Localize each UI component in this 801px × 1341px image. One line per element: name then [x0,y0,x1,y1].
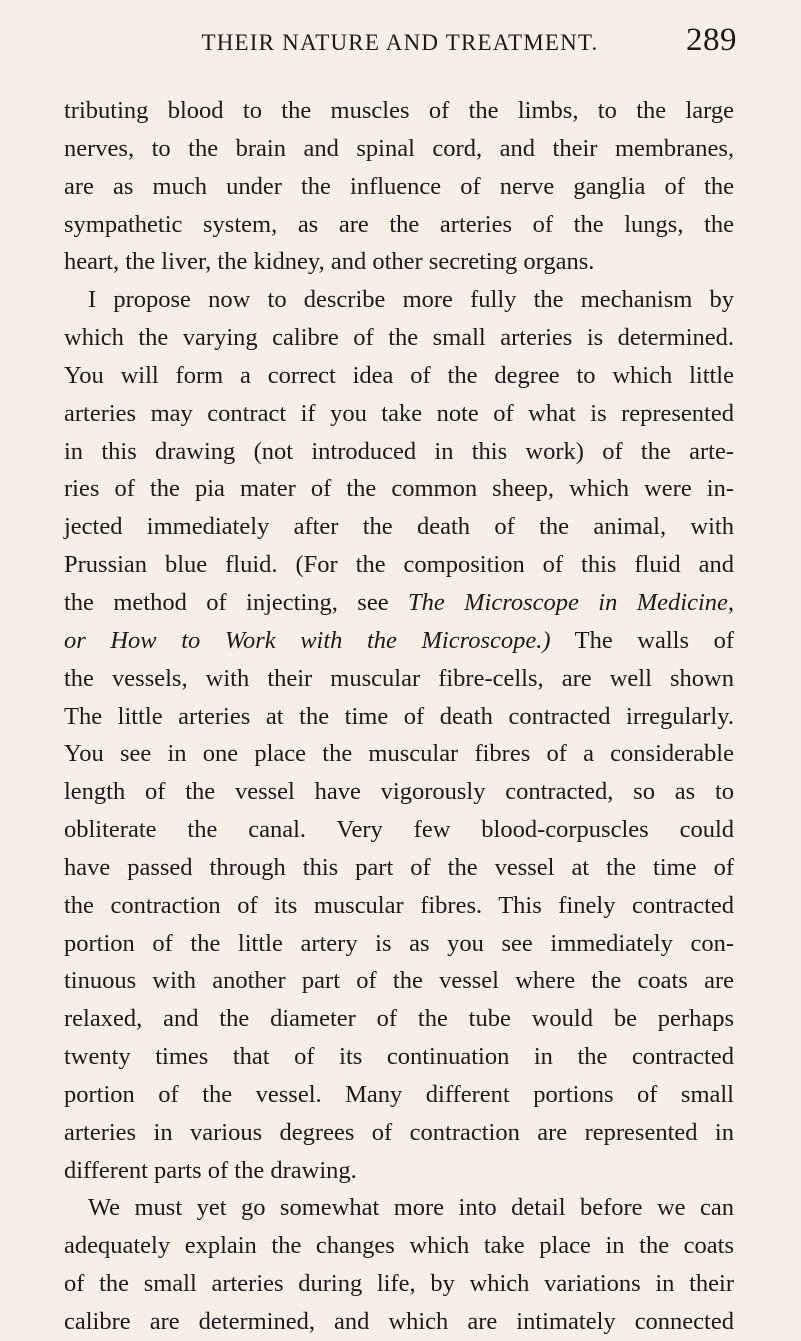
text-line: calibre are determined, and which are intimately connected [64,1308,734,1335]
running-header-title: THEIR NATURE AND TREATMENT. [201,30,599,55]
text-line: jected immediately after the death of the animal, with [64,513,734,541]
text-line: nerves, to the brain and spinal cord, and their membranes, [64,134,734,162]
text-line: tinuous with another part of the vessel where the coats are [64,967,734,995]
body-text [64,92,734,1341]
text-line: ries of the pia mater of the common sheep, which were in- [64,475,734,503]
text-line-with-citation [64,622,734,660]
text-line: sympathetic system, as are the arteries of the lungs, the [64,210,734,238]
text-line: You will form a correct idea of the degree to which little [64,361,734,389]
text-line: portion of the vessel. Many different portions of small [64,1080,734,1108]
text-line: adequately explain the changes which take place in the coats [64,1232,734,1260]
text-line: arteries in various degrees of contraction are represented in [64,1118,734,1146]
page-number: 289 [686,22,737,58]
text-line: heart, the liver, the kidney, and other secreting organs. [64,248,595,276]
text-fragment: The walls of [574,626,734,654]
text-line: which the varying calibre of the small arteries is determined. [64,324,734,352]
text-line: the vessels, with their muscular fibre-cells, are well shown [64,664,734,692]
text-line: length of the vessel have vigorously contracted, so as to [64,778,734,806]
text-line: have passed through this part of the vessel at the time of [64,853,734,881]
text-line: Prussian blue fluid. (For the composition of this fluid and [64,551,734,579]
text-fragment: the method of injecting, see [64,588,389,616]
text-line: obliterate the canal. Very few blood-corpuscles could [64,816,734,844]
text-line: of the small arteries during life, by which variations in their [64,1270,734,1298]
text-line: the contraction of its muscular fibres. This finely contracted [64,891,734,919]
text-line: You see in one place the muscular fibres of a considerable [64,740,734,768]
text-line: different parts of the drawing. [64,1156,357,1184]
text-line: twenty times that of its continuation in the contracted [64,1043,734,1071]
paragraph-start-line: We must yet go somewhat more into detail before we can [88,1194,734,1222]
italic-book-title: or How to Work with the Microscope.) [64,626,551,654]
text-line: in this drawing (not introduced in this work) of the arte- [64,437,734,465]
text-line: relaxed, and the diameter of the tube would be perhaps [64,1005,734,1033]
text-line: arteries may contract if you take note of what is represented [64,399,734,427]
paragraph-start-line: I propose now to describe more fully the mechanism by [88,286,734,314]
text-line: The little arteries at the time of death contracted irregularly. [64,702,734,730]
italic-book-title: The Microscope in Medicine, [407,588,735,616]
text-line: portion of the little artery is as you see immediately con- [64,929,734,957]
text-line: are as much under the influence of nerve ganglia of the [64,172,734,200]
text-line-with-citation [64,584,734,622]
text-line: tributing blood to the muscles of the limbs, to the large [64,97,734,124]
